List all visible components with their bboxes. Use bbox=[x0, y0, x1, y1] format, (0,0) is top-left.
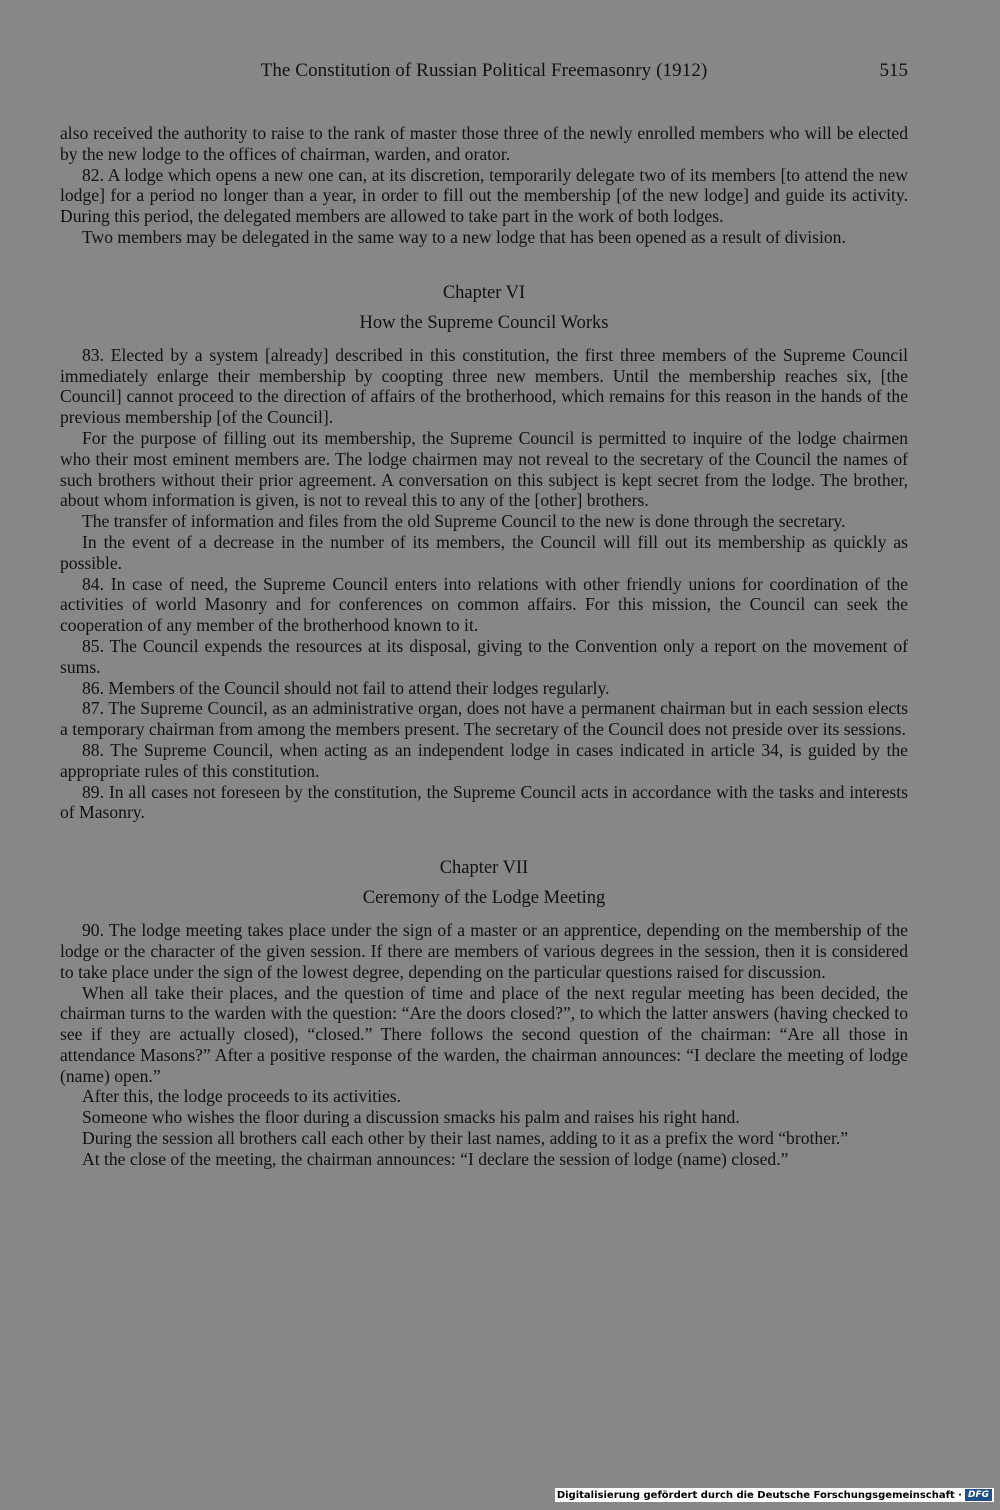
paragraph-delegation-division: Two members may be delegated in the same way to a new lodge that has been opened as a result of division. bbox=[82, 226, 846, 247]
chapter-7-title: Chapter VII bbox=[439, 858, 529, 879]
dfg-logo: DFG bbox=[965, 1489, 992, 1501]
paragraph-article-89: 89. In all cases not foreseen by the constitution, the Supreme Council acts in accordance with the tasks and interests of Masonry. bbox=[60, 781, 908, 823]
paragraph-request-floor: Someone who wishes the floor during a discussion smacks his palm and raises his right hand. bbox=[82, 1107, 740, 1128]
page-body bbox=[60, 123, 908, 1170]
paragraph-decrease-members: In the event of a decrease in the number of its members, the Council will fill out its membership as quickly as possible. bbox=[60, 531, 908, 573]
paragraph-article-85: 85. The Council expends the resources at its disposal, giving to the Convention only a report on the movement of sums. bbox=[60, 635, 908, 677]
paragraph-article-84: 84. In case of need, the Supreme Council enters into relations with other friendly unions for coordination of the activities of world Masonry and for conferences on common affairs. For this mission, the Council can seek the cooperation of any member of the brotherhood known to it. bbox=[60, 573, 908, 636]
paragraph-article-86: 86. Members of the Council should not fail to attend their lodges regularly. bbox=[82, 677, 610, 698]
paragraph-article-88: 88. The Supreme Council, when acting as an independent lodge in cases indicated in article 34, is guided by the appropriate rules of this constitution. bbox=[60, 739, 908, 781]
paragraph-article-90: 90. The lodge meeting takes place under the sign of a master or an apprentice, depending on the membership of the lodge or the character of the given session. If there are members of various degrees in the session, then it is considered to take place under the sign of the lowest degree, depending on the particular questions raised for discussion. bbox=[60, 920, 908, 982]
running-header bbox=[60, 60, 908, 90]
chapter-7-subtitle: Ceremony of the Lodge Meeting bbox=[362, 888, 606, 909]
running-title: The Constitution of Russian Political Freemasonry (1912) bbox=[260, 60, 708, 81]
chapter-6-title: Chapter VI bbox=[442, 282, 526, 303]
paragraph-address-brother: During the session all brothers call each other by their last names, adding to it as a prefix the word “brother.” bbox=[82, 1128, 849, 1149]
paragraph-filling-membership: For the purpose of filling out its membership, the Supreme Council is permitted to inquire of the lodge chairmen who their most eminent members are. The lodge chairmen may not reveal to the secretary of the Council the names of such brothers without their prior agreement. A conversation on this subject is kept secret from the lodge. The brother, about whom information is given, is not to reveal this to any of the [other] brothers. bbox=[60, 427, 908, 511]
credit-text: Digitalisierung gefördert durch die Deutsche Forschungsgemeinschaft · bbox=[556, 1489, 962, 1501]
chapter-6-subtitle: How the Supreme Council Works bbox=[359, 312, 609, 333]
paragraph-transfer-information: The transfer of information and files from the old Supreme Council to the new is done through the secretary. bbox=[82, 511, 846, 532]
paragraph-article-87: 87. The Supreme Council, as an administrative organ, does not have a permanent chairman but in each session elects a temporary chairman from among the members present. The secretary of the Council does not preside over its sessions. bbox=[60, 698, 908, 740]
digitization-credit bbox=[555, 1488, 994, 1502]
paragraph-proceed-activities: After this, the lodge proceeds to its activities. bbox=[82, 1086, 402, 1107]
paragraph-opening-ritual: When all take their places, and the question of time and place of the next regular meeting has been decided, the chairman turns to the warden with the question: “Are the doors closed?”, to which the latter answers (having checked to see if they are actually closed), “closed.” There follows the second question of the chairman: “Are all those in attendance Masons?” After a positive response of the warden, the chairman announces: “I declare the meeting of lodge (name) open.” bbox=[60, 982, 908, 1086]
paragraph-article-82: 82. A lodge which opens a new one can, at its discretion, temporarily delegate two of its members [to attend the new lodge] for a period no longer than a year, in order to fill out the membership [of the new lodge] and guide its activity. During this period, the delegated members are allowed to take part in the work of both lodges. bbox=[60, 164, 908, 227]
paragraph-closing: At the close of the meeting, the chairman announces: “I declare the session of lodge (name) closed.” bbox=[82, 1148, 789, 1169]
paragraph-article-83: 83. Elected by a system [already] described in this constitution, the first three members of the Supreme Council immediately enlarge their membership by coopting three new members. Until the membership reaches six, [the Council] cannot proceed to the direction of affairs of the brotherhood, which remains for this reason in the hands of the previous membership [of the Council]. bbox=[60, 344, 908, 428]
paragraph-intro-continuation: also received the authority to raise to the rank of master those three of the newly enrolled members who will be elected by the new lodge to the offices of chairman, warden, and orator. bbox=[60, 123, 908, 164]
page-number: 515 bbox=[879, 60, 908, 81]
